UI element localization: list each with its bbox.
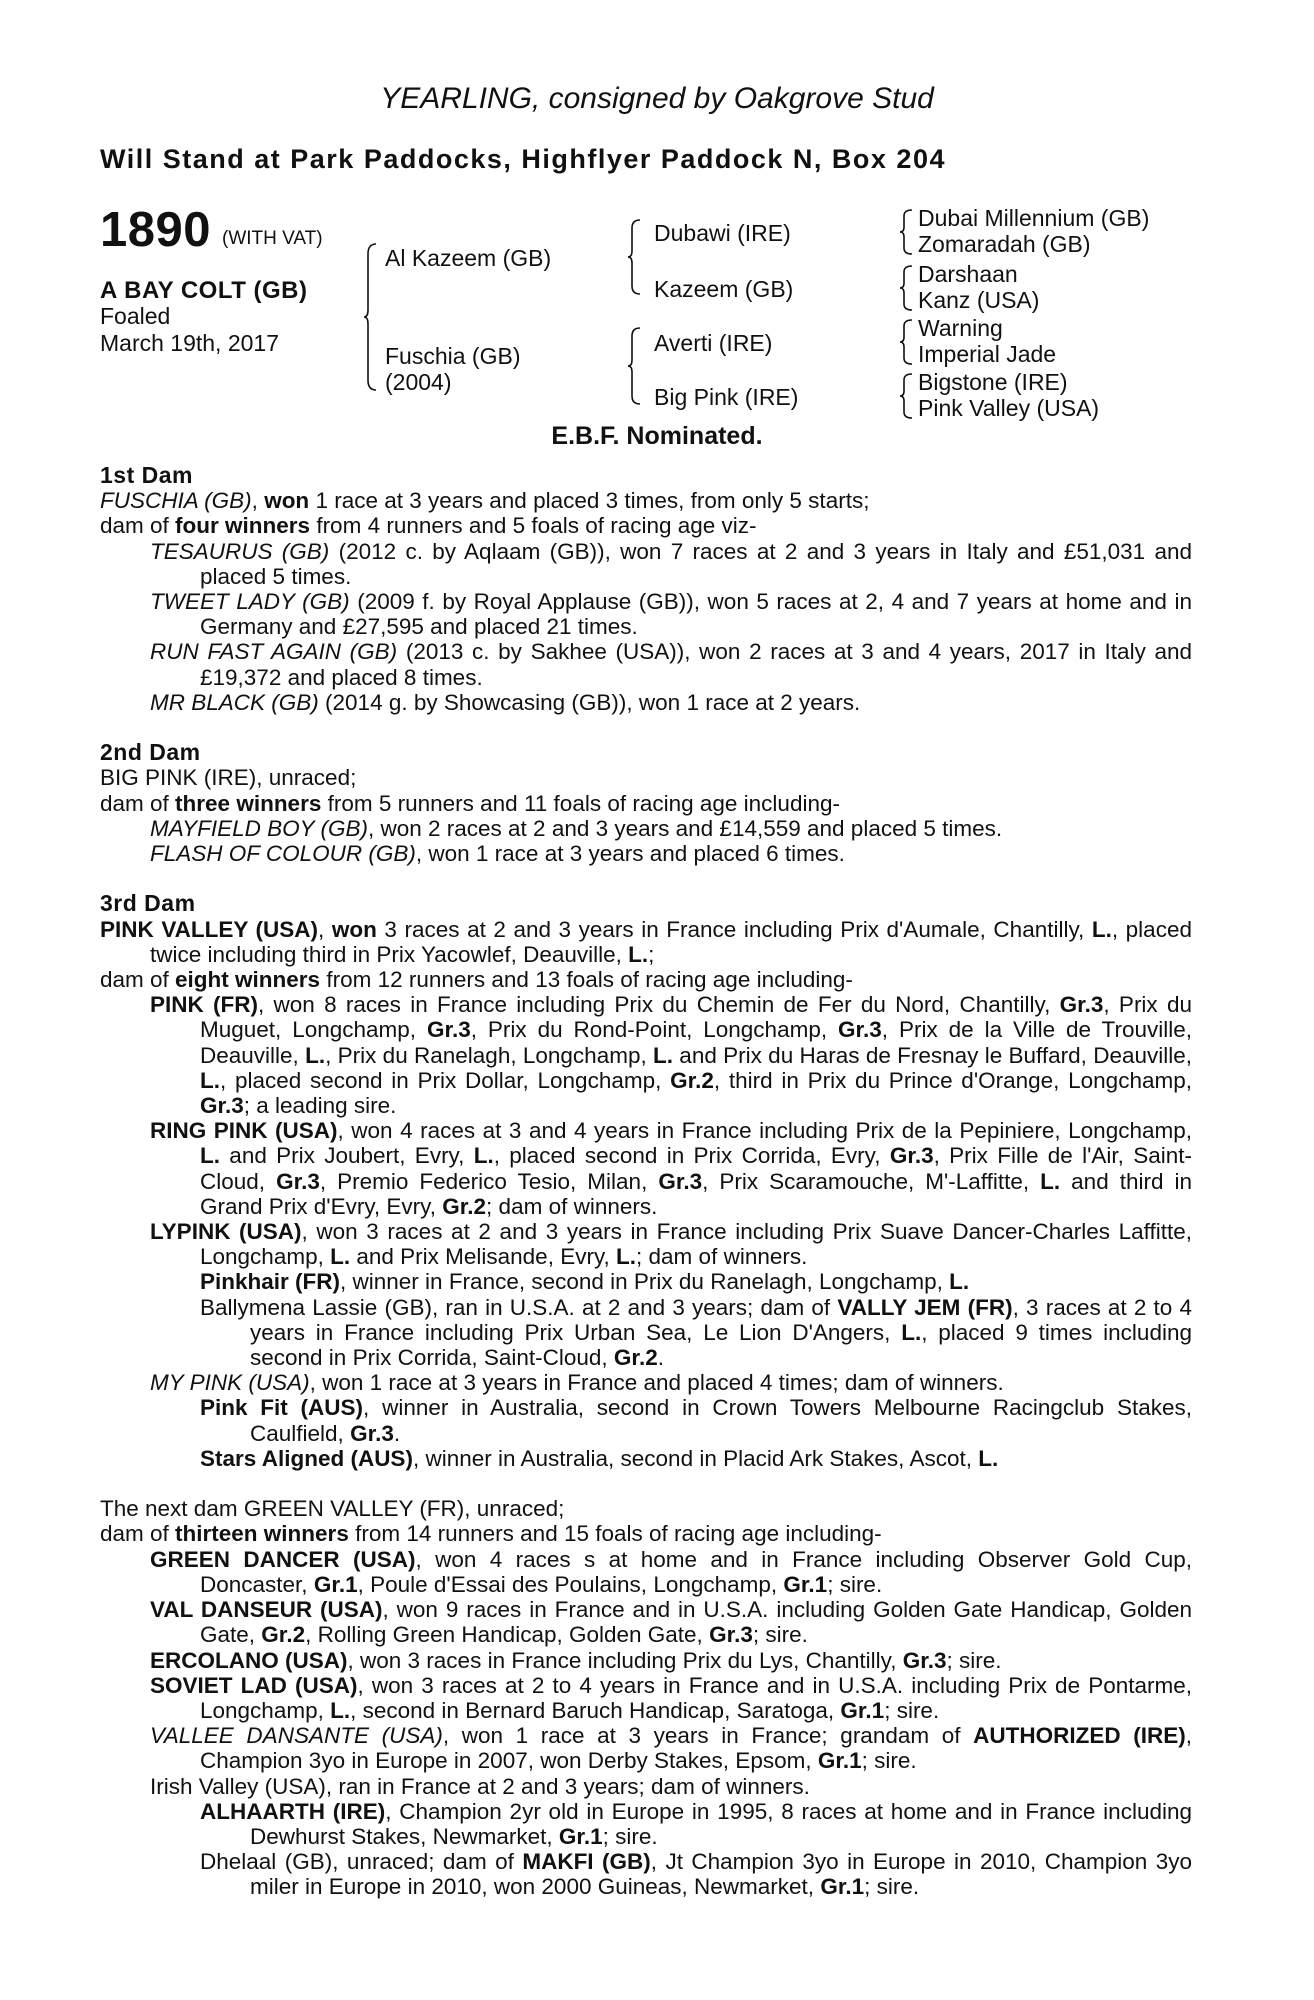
pedigree-dam: Fuschia (GB) bbox=[385, 343, 521, 369]
consignment-line: YEARLING, consigned by Oakgrove Stud bbox=[380, 82, 934, 115]
foaled-date: March 19th, 2017 bbox=[100, 330, 280, 356]
ebf-nominated: E.B.F. Nominated. bbox=[551, 422, 763, 450]
stand-location: Will Stand at Park Paddocks, Highflyer Paddock N, Box 204 bbox=[100, 144, 946, 174]
pedigree-g7: Bigstone (IRE) bbox=[918, 369, 1068, 395]
pedigree-brace-sire bbox=[628, 218, 642, 296]
produce-item: PINK (FR), won 8 races in France including Prix du Chemin de Fer du Nord, Chantilly, Gr.3, Prix du Muguet, Longchamp, Gr.3, Prix du Rond-Point, Longchamp, Gr.3, Prix de la Ville de Trouville, Deauville, L., Prix du Ranelagh, Longchamp, L. and Prix du Haras de Fresnay le Buffard, Deauville, L., placed second in Prix Dollar, Longchamp, Gr.2, third in Prix du Prince d'Orange, Longchamp, Gr.3; a leading sire. bbox=[150, 992, 1192, 1119]
produce-item: TWEET LADY (GB) (2009 f. by Royal Applause (GB)), won 5 races at 2, 4 and 7 years at home and in Germany and £27,595 and placed 21 times. bbox=[150, 589, 1192, 640]
produce-subitem: Pink Fit (AUS), winner in Australia, second in Crown Towers Melbourne Racingclub Stakes, Caulfield, Gr.3. bbox=[200, 1395, 1192, 1446]
produce-subitem: Stars Aligned (AUS), winner in Australia, second in Placid Ark Stakes, Ascot, L. bbox=[200, 1445, 999, 1471]
produce-item: Irish Valley (USA), ran in France at 2 and 3 years; dam of winners. bbox=[150, 1773, 810, 1799]
produce-item: RUN FAST AGAIN (GB) (2013 c. by Sakhee (USA)), won 2 races at 3 and 4 years, 2017 in Italy and £19,372 and placed 8 times. bbox=[150, 639, 1192, 690]
pedigree-g1: Dubai Millennium (GB) bbox=[918, 205, 1150, 231]
produce-item: LYPINK (USA), won 3 races at 2 and 3 years in France including Prix Suave Dancer-Charles Laffitte, Longchamp, L. and Prix Melisande, Evry, L.; dam of winners. bbox=[150, 1219, 1192, 1270]
produce-subitem: Dhelaal (GB), unraced; dam of MAKFI (GB), Jt Champion 3yo in Europe in 2010, Champion 3yo miler in Europe in 2010, won 2000 Guineas, Newmarket, Gr.1; sire. bbox=[200, 1849, 1192, 1900]
produce-subitem: Pinkhair (FR), winner in France, second in Prix du Ranelagh, Longchamp, L. bbox=[200, 1269, 970, 1295]
third-dam-line: PINK VALLEY (USA), won 3 races at 2 and 3 years in France including Prix d'Aumale, Chantilly, L., placed twice including third in Prix Yacowlef, Deauville, L.; bbox=[100, 916, 1192, 967]
pedigree-brace-g34 bbox=[900, 264, 914, 312]
produce-record bbox=[100, 463, 1192, 1900]
foaled-label: Foaled bbox=[100, 303, 171, 329]
first-dam-line: FUSCHIA (GB), won 1 race at 3 years and placed 3 times, from only 5 starts; bbox=[100, 488, 870, 514]
pedigree-dam-sire: Averti (IRE) bbox=[654, 330, 773, 356]
first-dam-heading: 1st Dam bbox=[100, 462, 193, 488]
second-dam-summary: dam of three winners from 5 runners and 11 foals of racing age including- bbox=[100, 790, 840, 816]
pedigree-brace-main bbox=[364, 242, 378, 392]
pedigree-g2: Zomaradah (GB) bbox=[918, 231, 1091, 257]
produce-item: FLASH OF COLOUR (GB), won 1 race at 3 years and placed 6 times. bbox=[150, 841, 845, 867]
produce-item: MR BLACK (GB) (2014 g. by Showcasing (GB)), won 1 race at 2 years. bbox=[150, 689, 861, 715]
pedigree-brace-g56 bbox=[900, 318, 914, 366]
produce-item: MY PINK (USA), won 1 race at 3 years in France and placed 4 times; dam of winners. bbox=[150, 1370, 1004, 1396]
pedigree-brace-dam bbox=[628, 326, 642, 406]
pedigree-g4: Kanz (USA) bbox=[918, 287, 1040, 313]
pedigree-brace-g78 bbox=[900, 372, 914, 420]
third-dam-heading: 3rd Dam bbox=[100, 890, 196, 917]
pedigree-brace-g12 bbox=[900, 208, 914, 256]
produce-item: GREEN DANCER (USA), won 4 races s at home and in France including Observer Gold Cup, Doncaster, Gr.1, Poule d'Essai des Poulains, Longchamp, Gr.1; sire. bbox=[150, 1546, 1192, 1597]
produce-item: VAL DANSEUR (USA), won 9 races in France and in U.S.A. including Golden Gate Handicap, Golden Gate, Gr.2, Rolling Green Handicap, Golden Gate, Gr.3; sire. bbox=[150, 1597, 1192, 1648]
produce-item: ERCOLANO (USA), won 3 races in France including Prix du Lys, Chantilly, Gr.3; sire. bbox=[150, 1647, 1002, 1673]
produce-subitem: Ballymena Lassie (GB), ran in U.S.A. at 2 and 3 years; dam of VALLY JEM (FR), 3 races at 2 to 4 years in France including Prix Urban Sea, Le Lion D'Angers, L., placed 9 times including second in Prix Corrida, Saint-Cloud, Gr.2. bbox=[200, 1294, 1192, 1371]
pedigree-g3: Darshaan bbox=[918, 261, 1018, 287]
produce-item: TESAURUS (GB) (2012 c. by Aqlaam (GB)), won 7 races at 2 and 3 years in Italy and £51,031 and placed 5 times. bbox=[150, 538, 1193, 589]
produce-item: SOVIET LAD (USA), won 3 races at 2 to 4 years in France and in U.S.A. including Prix de Pontarme, Longchamp, L., second in Bernard Baruch Handicap, Saratoga, Gr.1; sire. bbox=[150, 1672, 1192, 1723]
pedigree-g5: Warning bbox=[918, 315, 1003, 341]
pedigree-sire-dam: Kazeem (GB) bbox=[654, 276, 794, 302]
pedigree-g8: Pink Valley (USA) bbox=[918, 395, 1100, 421]
produce-item: MAYFIELD BOY (GB), won 2 races at 2 and 3 years and £14,559 and placed 5 times. bbox=[150, 815, 1003, 841]
produce-item: VALLEE DANSANTE (USA), won 1 race at 3 years in France; grandam of AUTHORIZED (IRE), Champion 3yo in Europe in 2007, won Derby Stakes, Epsom, Gr.1; sire. bbox=[150, 1723, 1192, 1774]
second-dam-heading: 2nd Dam bbox=[100, 739, 201, 766]
produce-subitem: ALHAARTH (IRE), Champion 2yr old in Europe in 1995, 8 races at home and in France including Dewhurst Stakes, Newmarket, Gr.1; sire. bbox=[200, 1798, 1192, 1849]
next-dam-line: The next dam GREEN VALLEY (FR), unraced; bbox=[100, 1496, 565, 1522]
lot-number: 1890 bbox=[100, 203, 212, 257]
pedigree-dam-dam: Big Pink (IRE) bbox=[654, 384, 799, 410]
pedigree-sire-sire: Dubawi (IRE) bbox=[654, 220, 791, 246]
pedigree-g6: Imperial Jade bbox=[918, 341, 1057, 367]
next-dam-summary: dam of thirteen winners from 14 runners and 15 foals of racing age including- bbox=[100, 1521, 882, 1547]
horse-description: A BAY COLT (GB) bbox=[100, 277, 308, 304]
dam-name: FUSCHIA (GB) bbox=[100, 488, 252, 514]
first-dam-summary: dam of four winners from 4 runners and 5 foals of racing age viz- bbox=[100, 513, 757, 539]
pedigree-sire: Al Kazeem (GB) bbox=[385, 245, 552, 271]
third-dam-summary: dam of eight winners from 12 runners and 13 foals of racing age including- bbox=[100, 967, 853, 993]
pedigree-dam-year: (2004) bbox=[385, 369, 452, 395]
produce-item: RING PINK (USA), won 4 races at 3 and 4 years in France including Prix de la Pepiniere, Longchamp, L. and Prix Joubert, Evry, L., placed second in Prix Corrida, Evry, Gr.3, Prix Fille de l'Air, Saint-Cloud, Gr.3, Premio Federico Tesio, Milan, Gr.3, Prix Scaramouche, M'-Laffitte, L. and third in Grand Prix d'Evry, Evry, Gr.2; dam of winners. bbox=[150, 1118, 1193, 1219]
vat-note: (WITH VAT) bbox=[222, 228, 323, 249]
second-dam-line: BIG PINK (IRE), unraced; bbox=[100, 765, 357, 791]
